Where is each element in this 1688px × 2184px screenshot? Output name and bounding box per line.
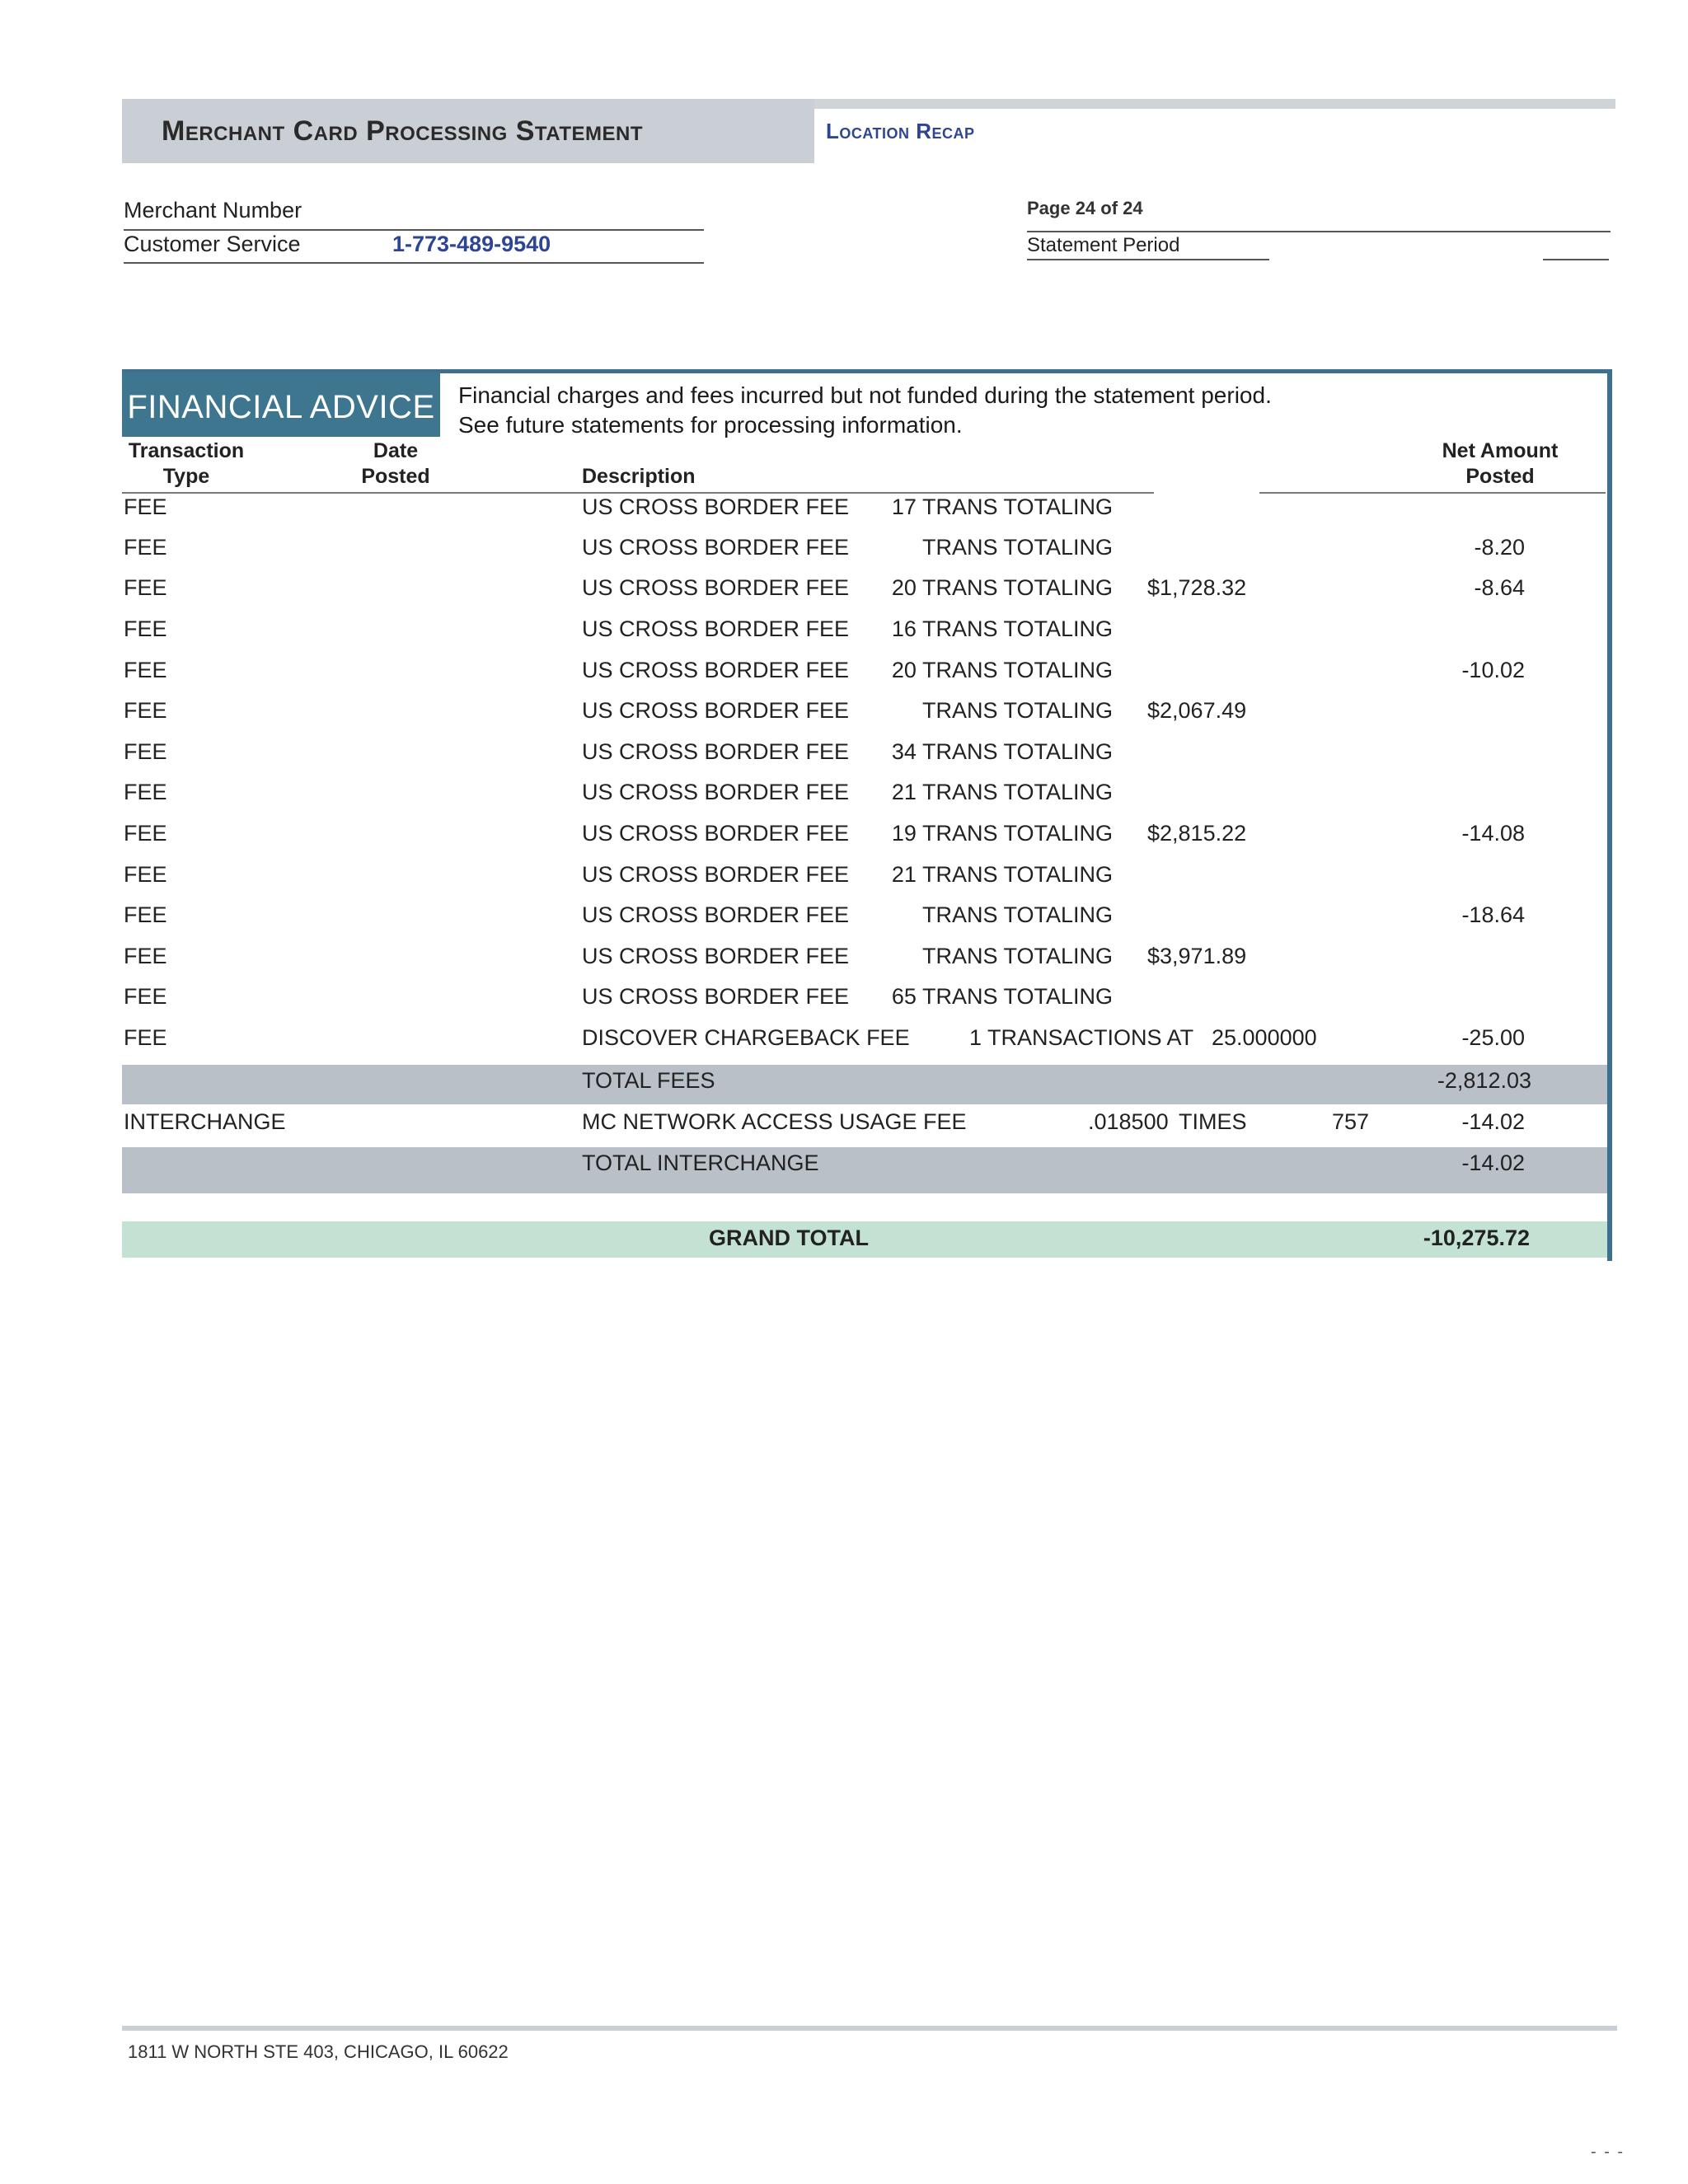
- discover-row-net: -25.00: [1461, 1025, 1525, 1050]
- row-type: FEE: [124, 535, 167, 560]
- row-net: -8.20: [1474, 535, 1525, 560]
- row-detail: 20 TRANS TOTALING: [891, 658, 1113, 682]
- merchant-number-underline: [124, 229, 704, 231]
- total-interchange-net: -14.02: [1461, 1151, 1525, 1175]
- header-underline-right: [1259, 492, 1606, 494]
- row-type: FEE: [124, 698, 167, 723]
- row-detail: TRANS TOTALING: [921, 698, 1113, 723]
- financial-advice-title: FINANCIAL ADVICE: [122, 373, 440, 437]
- row-description: US CROSS BORDER FEE: [582, 780, 850, 804]
- row-type: FEE: [124, 575, 167, 600]
- row-description: US CROSS BORDER FEE: [582, 535, 850, 560]
- row-detail: TRANS TOTALING: [921, 902, 1113, 927]
- row-detail: 65 TRANS TOTALING: [891, 984, 1113, 1009]
- panel-right-border: [1607, 369, 1612, 1261]
- row-detail: 21 TRANS TOTALING: [891, 780, 1113, 804]
- row-detail: 19 TRANS TOTALING: [891, 821, 1113, 846]
- row-description: US CROSS BORDER FEE: [582, 739, 850, 764]
- row-net: -8.64: [1474, 575, 1525, 600]
- row-description: US CROSS BORDER FEE: [582, 575, 850, 600]
- customer-service-phone: 1-773-489-9540: [392, 232, 551, 256]
- col-description: Description: [582, 465, 696, 488]
- row-type: FEE: [124, 616, 167, 641]
- row-description: US CROSS BORDER FEE: [582, 944, 850, 968]
- merchant-number-label: Merchant Number: [124, 198, 302, 223]
- financial-advice-note-line2: See future statements for processing information.: [458, 412, 963, 438]
- row-description: US CROSS BORDER FEE: [582, 984, 850, 1009]
- row-description: US CROSS BORDER FEE: [582, 658, 850, 682]
- statement-period-label: Statement Period: [1027, 234, 1180, 256]
- footer-rule: [122, 2026, 1617, 2031]
- row-type: FEE: [124, 780, 167, 804]
- interchange-row-count: 757: [1332, 1109, 1370, 1134]
- page-number: Page 24 of 24: [1027, 198, 1143, 218]
- row-type: FEE: [124, 658, 167, 682]
- total-interchange-label: TOTAL INTERCHANGE: [582, 1151, 819, 1175]
- statement-period-underline: [1027, 259, 1269, 260]
- row-detail: 20 TRANS TOTALING: [891, 575, 1113, 600]
- header-underline-left: [122, 492, 1154, 494]
- interchange-row-times: TIMES: [1179, 1109, 1247, 1134]
- row-amount: $1,728.32: [1147, 575, 1247, 600]
- row-type: FEE: [124, 984, 167, 1009]
- location-recap-label: Location Recap: [826, 119, 975, 143]
- discover-row-type: FEE: [124, 1025, 167, 1050]
- page-info-underline: [1027, 231, 1611, 232]
- financial-advice-note-line1: Financial charges and fees incurred but not funded during the statement period.: [458, 382, 1272, 408]
- row-detail: 34 TRANS TOTALING: [891, 739, 1113, 764]
- statement-period-value-underline: [1543, 259, 1609, 260]
- footer-address: 1811 W NORTH STE 403, CHICAGO, IL 60622: [128, 2041, 509, 2062]
- grand-total-label: GRAND TOTAL: [709, 1226, 869, 1250]
- discover-row-rate: 25.000000: [1212, 1025, 1317, 1050]
- interchange-row-type: INTERCHANGE: [124, 1109, 286, 1134]
- interchange-row-rate: .018500: [1088, 1109, 1169, 1134]
- row-net: -14.08: [1461, 821, 1525, 846]
- grand-total-net: -10,275.72: [1423, 1226, 1530, 1250]
- row-type: FEE: [124, 821, 167, 846]
- row-type: FEE: [124, 944, 167, 968]
- row-description: US CROSS BORDER FEE: [582, 616, 850, 641]
- customer-service-underline: [124, 262, 704, 264]
- total-fees-label: TOTAL FEES: [582, 1068, 715, 1093]
- discover-row-detail: 1 TRANSACTIONS AT: [969, 1025, 1194, 1050]
- discover-row-description: DISCOVER CHARGEBACK FEE: [582, 1025, 910, 1050]
- corner-mark: - - -: [1591, 2143, 1625, 2161]
- row-description: US CROSS BORDER FEE: [582, 698, 850, 723]
- row-type: FEE: [124, 862, 167, 887]
- customer-service-label: Customer Service: [124, 232, 301, 256]
- row-detail: 16 TRANS TOTALING: [891, 616, 1113, 641]
- row-description: US CROSS BORDER FEE: [582, 862, 850, 887]
- col-date-posted: Date Posted: [361, 439, 430, 488]
- row-net: -10.02: [1461, 658, 1525, 682]
- col-transaction-type: Transaction Type: [128, 439, 245, 488]
- row-description: US CROSS BORDER FEE: [582, 902, 850, 927]
- interchange-row-net: -14.02: [1461, 1109, 1525, 1134]
- total-fees-net: -2,812.03: [1437, 1068, 1531, 1093]
- row-type: FEE: [124, 739, 167, 764]
- row-type: FEE: [124, 902, 167, 927]
- row-description: US CROSS BORDER FEE: [582, 821, 850, 846]
- row-type: FEE: [124, 494, 167, 519]
- row-detail: TRANS TOTALING: [921, 535, 1113, 560]
- row-detail: TRANS TOTALING: [921, 944, 1113, 968]
- row-amount: $2,067.49: [1147, 698, 1247, 723]
- statement-title: Merchant Card Processing Statement: [122, 99, 814, 163]
- interchange-row-description: MC NETWORK ACCESS USAGE FEE: [582, 1109, 967, 1134]
- row-description: US CROSS BORDER FEE: [582, 494, 850, 519]
- row-amount: $3,971.89: [1147, 944, 1247, 968]
- row-detail: 17 TRANS TOTALING: [891, 494, 1113, 519]
- col-net-amount-posted: Net Amount Posted: [1442, 439, 1559, 488]
- row-net: -18.64: [1461, 902, 1525, 927]
- row-amount: $2,815.22: [1147, 821, 1247, 846]
- row-detail: 21 TRANS TOTALING: [891, 862, 1113, 887]
- financial-advice-note: [458, 381, 1272, 440]
